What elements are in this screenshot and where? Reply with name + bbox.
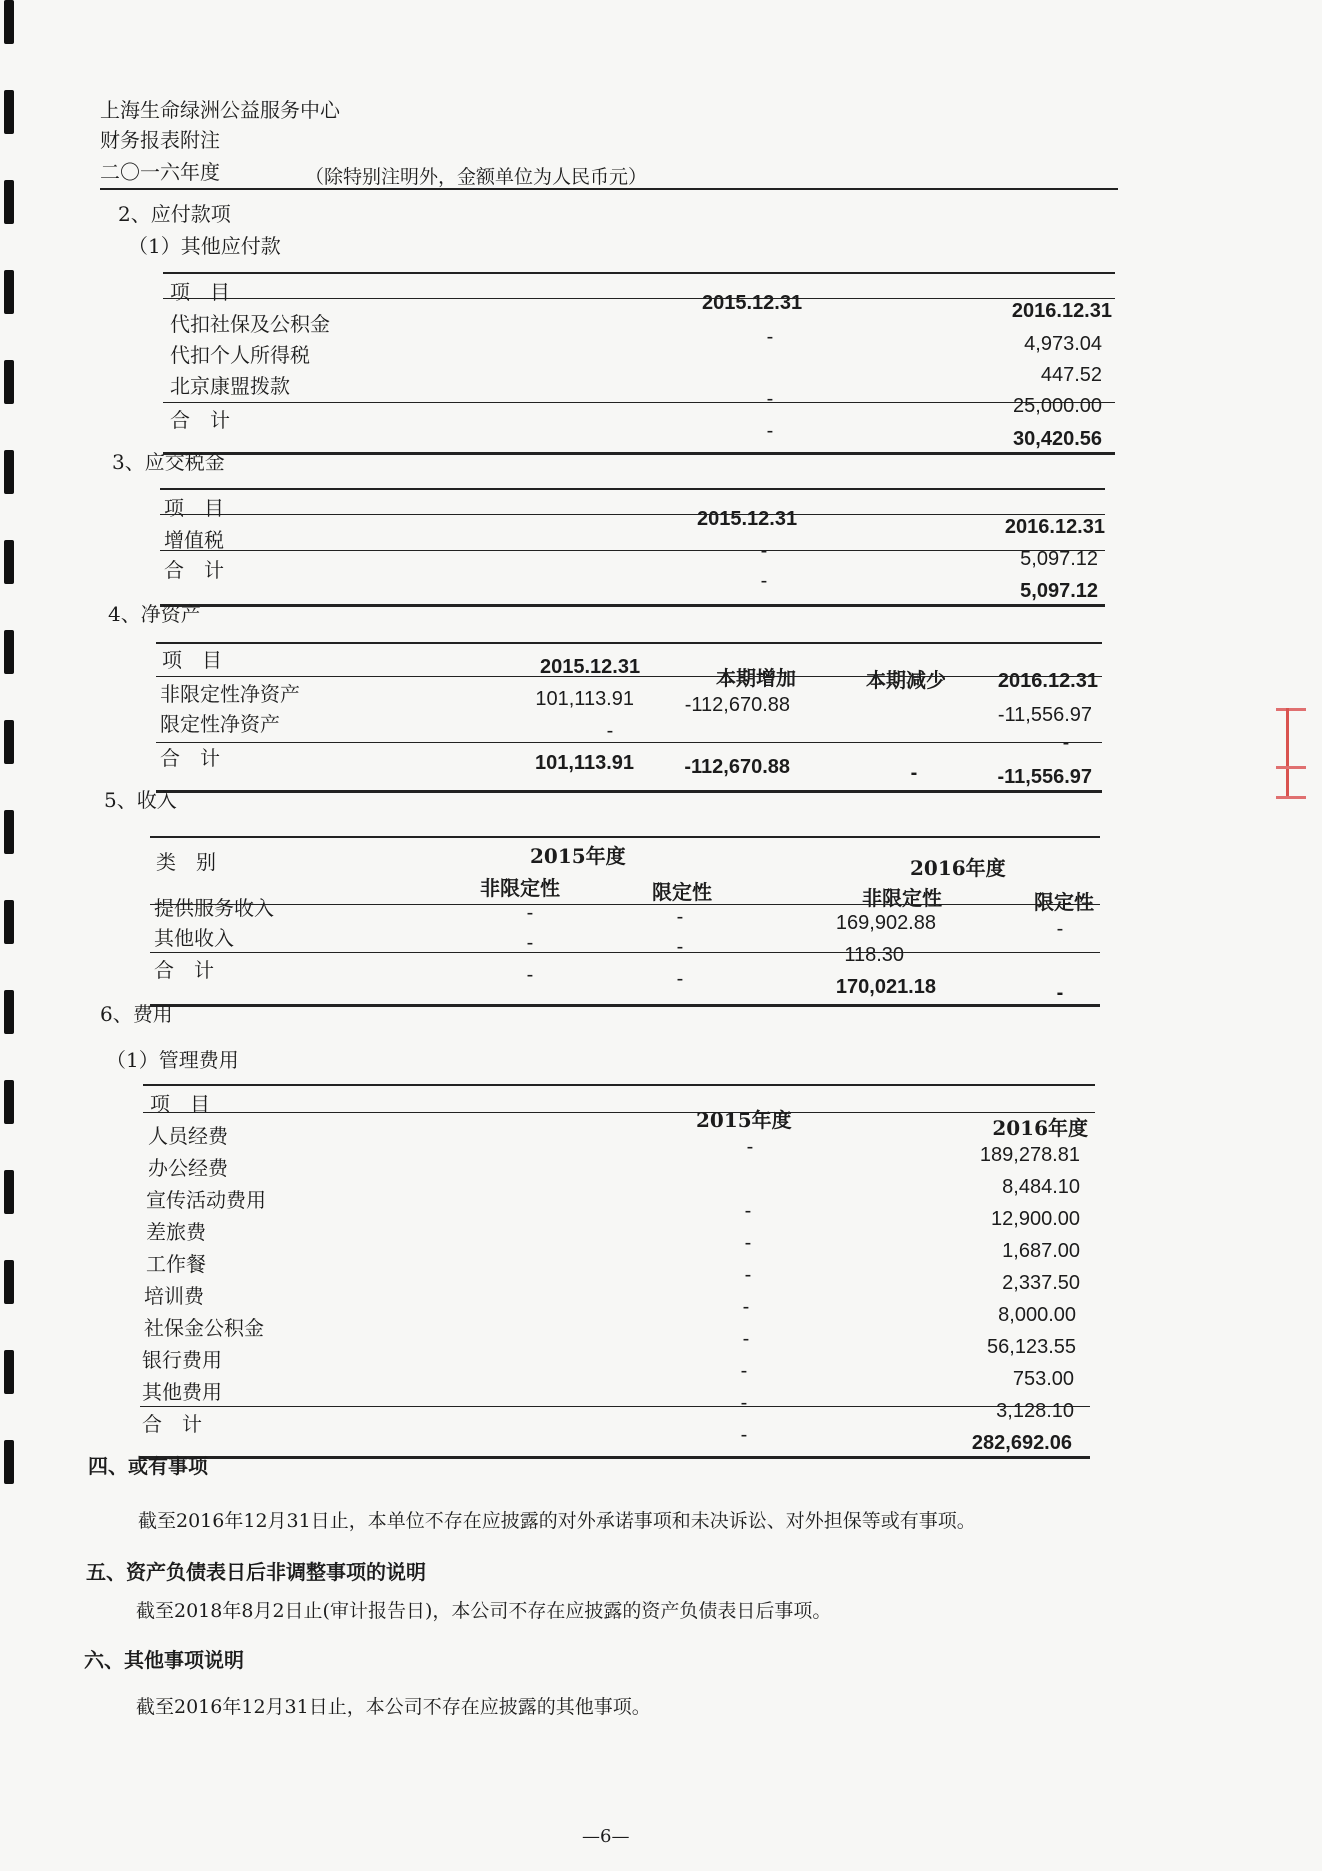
sec6-bottom-rule <box>140 1456 1090 1459</box>
sec5-total-label: 合 计 <box>154 958 214 982</box>
sec5-row-item: 其他收入 <box>154 926 234 950</box>
sec4-bottom-rule <box>156 790 1102 793</box>
sec4-title: 4、净资产 <box>108 602 201 626</box>
part4-text: 截至2016年12月31日止，本单位不存在应披露的对外承诺事项和未决诉讼、对外担保等或有事项。 <box>138 1510 976 1532</box>
sec5-total-a: - <box>526 964 534 986</box>
sec6-col-2016: 2016年度 <box>992 1116 1088 1140</box>
unit-note: （除特别注明外，金额单位为人民币元） <box>305 166 648 188</box>
sec4-total-rule <box>156 742 1102 743</box>
sec4-row-c1: - <box>606 720 614 742</box>
sec5-col-2016-restricted: 限定性 <box>1034 890 1094 914</box>
sec4-col-item: 项 目 <box>162 648 222 672</box>
sec5-row-b: - <box>676 936 684 958</box>
sec5-total-rule <box>150 952 1100 953</box>
doc-title: 财务报表附注 <box>100 128 220 152</box>
sec3-col-item: 项 目 <box>164 496 224 520</box>
sec6-total-label: 合 计 <box>142 1412 202 1436</box>
sec2-title: 2、应付款项 <box>118 202 231 226</box>
sec6-col-2015: 2015年度 <box>696 1108 792 1132</box>
sec6-row-item: 差旅费 <box>146 1220 206 1244</box>
page-number: —6— <box>582 1826 630 1847</box>
sec6-row-2015: - <box>742 1328 750 1350</box>
sec3-total-rule <box>160 550 1105 551</box>
sec6-row-2016: 12,900.00 <box>991 1208 1080 1230</box>
sec4-top-rule <box>156 642 1102 644</box>
sec3-col-2015: 2015.12.31 <box>697 508 798 530</box>
sec3-row-2016: 5,097.12 <box>1020 548 1098 570</box>
sec6-row-2016: 189,278.81 <box>979 1144 1080 1166</box>
sec6-total-2015: - <box>740 1424 748 1446</box>
sec4-col-2015: 2015.12.31 <box>540 656 641 678</box>
sec5-row-c: 118.30 <box>844 944 904 966</box>
sec5-row-b: - <box>676 906 684 928</box>
sec6-row-2015: - <box>744 1200 752 1222</box>
sec3-row-2015: - <box>760 540 768 562</box>
sec2-row-2016: 447.52 <box>1040 364 1102 386</box>
sec2-col-item: 项 目 <box>170 280 230 304</box>
sec2-row-item: 北京康盟拨款 <box>170 374 290 398</box>
sec2-row-2015: - <box>766 326 774 348</box>
sec6-row-2015: - <box>740 1392 748 1414</box>
sec6-row-item: 宣传活动费用 <box>146 1188 266 1212</box>
sec5-row-a: - <box>526 902 534 924</box>
sec6-row-2015: - <box>744 1264 752 1286</box>
sec2-row-item: 代扣社保及公积金 <box>170 312 330 336</box>
sec5-title: 5、收入 <box>104 788 177 812</box>
sec3-header-rule <box>160 514 1105 515</box>
sec2-top-rule <box>163 272 1115 274</box>
sec3-col-2016: 2016.12.31 <box>1004 516 1105 538</box>
sec3-row-item: 增值税 <box>164 528 224 552</box>
sec5-row-a: - <box>526 932 534 954</box>
sec5-col-2015-restricted: 限定性 <box>652 880 712 904</box>
org-name: 上海生命绿洲公益服务中心 <box>100 98 340 122</box>
sec6-row-item: 其他费用 <box>142 1380 222 1404</box>
part5-text: 截至2018年8月2日止(审计报告日)，本公司不存在应披露的资产负债表日后事项。 <box>136 1600 832 1622</box>
sec5-row-item: 提供服务收入 <box>154 896 274 920</box>
sec4-total-c3: - <box>910 762 918 784</box>
sec2-bottom-rule <box>163 452 1115 455</box>
sec3-total-2016: 5,097.12 <box>1020 580 1098 602</box>
sec2-subtitle: （1）其他应付款 <box>128 234 281 258</box>
sec4-row-c1: 101,113.91 <box>535 688 634 710</box>
sec5-total-b: - <box>676 968 684 990</box>
red-stamp-mark <box>1276 690 1316 810</box>
sec6-row-item: 办公经费 <box>148 1156 228 1180</box>
sec6-row-2015: - <box>740 1360 748 1382</box>
sec6-total-rule <box>140 1406 1090 1407</box>
sec5-total-d: - <box>1056 982 1064 1004</box>
sec2-col-2016: 2016.12.31 <box>1011 300 1112 322</box>
sec4-row-item: 限定性净资产 <box>160 712 280 736</box>
sec4-total-c1: 101,113.91 <box>535 752 634 774</box>
sec4-header-rule <box>156 676 1102 677</box>
sec2-row-2015: - <box>766 388 774 410</box>
sec3-bottom-rule <box>160 604 1105 607</box>
sec5-header-rule <box>150 904 1100 905</box>
part6-text: 截至2016年12月31日止，本公司不存在应披露的其他事项。 <box>136 1696 651 1718</box>
sec6-row-2015: - <box>746 1136 754 1158</box>
sec3-total-label: 合 计 <box>164 558 224 582</box>
sec4-total-c2: -112,670.88 <box>684 756 790 778</box>
sec6-col-item: 项 目 <box>150 1092 210 1116</box>
sec6-row-2016: 2,337.50 <box>1002 1272 1080 1294</box>
sec5-col-2016: 2016年度 <box>910 856 1006 880</box>
part6-title: 六、其他事项说明 <box>84 1648 244 1672</box>
sec5-top-rule <box>150 836 1100 838</box>
sec5-bottom-rule <box>150 1004 1100 1007</box>
binding-holes <box>0 0 22 1871</box>
sec4-col-2016: 2016.12.31 <box>997 670 1098 692</box>
sec6-subtitle: （1）管理费用 <box>106 1048 239 1072</box>
sec2-col-2015: 2015.12.31 <box>702 292 803 314</box>
part4-title: 四、或有事项 <box>88 1454 208 1478</box>
sec3-total-2015: - <box>760 570 768 592</box>
sec6-row-item: 培训费 <box>144 1284 204 1308</box>
sec6-row-item: 社保金公积金 <box>144 1316 264 1340</box>
sec5-total-c: 170,021.18 <box>835 976 936 998</box>
sec6-row-item: 工作餐 <box>146 1252 206 1276</box>
sec3-title: 3、应交税金 <box>112 450 225 474</box>
sec6-row-2016: 56,123.55 <box>987 1336 1076 1358</box>
sec5-col-2015-unrestricted: 非限定性 <box>480 876 560 900</box>
sec3-top-rule <box>160 488 1105 490</box>
sec2-total-2016: 30,420.56 <box>1013 428 1102 450</box>
sec4-row-c4: - <box>1062 732 1070 754</box>
sec4-row-item: 非限定性净资产 <box>160 682 300 706</box>
sec2-total-label: 合 计 <box>170 408 230 432</box>
sec4-total-c4: -11,556.97 <box>997 766 1092 788</box>
sec6-title: 6、费用 <box>100 1002 173 1026</box>
sec6-total-2016: 282,692.06 <box>971 1432 1072 1454</box>
sec2-row-2016: 4,973.04 <box>1024 333 1102 355</box>
sec6-row-item: 银行费用 <box>142 1348 222 1372</box>
sec6-top-rule <box>143 1084 1095 1086</box>
sec4-total-label: 合 计 <box>160 746 220 770</box>
sec2-header-rule <box>163 298 1115 299</box>
sec6-row-2015: - <box>742 1296 750 1318</box>
sec4-row-c2: -112,670.88 <box>684 694 790 716</box>
sec4-col-increase: 本期增加 <box>716 666 796 690</box>
sec5-row-d: - <box>1056 918 1064 940</box>
sec6-row-2016: 1,687.00 <box>1002 1240 1080 1262</box>
header-rule <box>100 188 1118 190</box>
sec5-row-c: 169,902.88 <box>835 912 936 934</box>
sec6-row-item: 人员经费 <box>148 1124 228 1148</box>
sec6-row-2015: - <box>744 1232 752 1254</box>
part5-title: 五、资产负债表日后非调整事项的说明 <box>86 1560 426 1584</box>
sec2-total-rule <box>163 402 1115 403</box>
sec5-col-type: 类 别 <box>156 850 216 874</box>
sec2-row-2016: 25,000.00 <box>1013 395 1102 417</box>
sec2-total-2015: - <box>766 420 774 442</box>
sec5-col-2016-unrestricted: 非限定性 <box>862 886 942 910</box>
report-year: 二〇一六年度 <box>100 160 220 184</box>
sec2-row-item: 代扣个人所得税 <box>170 343 310 367</box>
sec5-col-2015: 2015年度 <box>530 844 626 868</box>
sec6-row-2016: 753.00 <box>1012 1368 1074 1390</box>
sec6-header-rule <box>143 1112 1095 1113</box>
sec6-row-2016: 8,000.00 <box>998 1304 1076 1326</box>
sec6-row-2016: 8,484.10 <box>1002 1176 1080 1198</box>
sec4-col-decrease: 本期减少 <box>866 668 946 692</box>
sec4-row-c4: -11,556.97 <box>997 704 1092 726</box>
sec6-row-2016: 3,128.10 <box>996 1400 1074 1422</box>
